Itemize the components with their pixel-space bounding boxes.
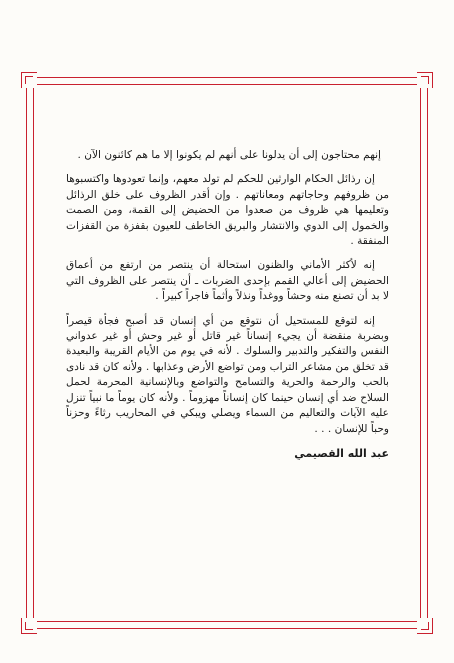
paragraph-2: إن رذائل الحكام الوارثين للحكم لم تولد معهم، وإنما تعودوها واكتسبوها من ظروفهم وحاجاتهم ومعاناتهم . وإن أقدر الظروف على خلق الرذائل وتعليمها هي ظروف من صعدوا من الحضيض إلى القمة، ومن الصمت والخمول إلى الدوي والانتشار والبريق الخاطف للعيون بقفزة من القفزات المنفقة . bbox=[66, 173, 389, 248]
paragraph-4: إنه لتوقع للمستحيل أن نتوقع من أي إنسان قد أصبح فجأة قيصراً وبضربة منقضة أن يجيء إنساناً غير قاتل أو غير وحش أو غير عدواني النفس والتفكير والتدبير والسلوك . لأنه في يوم من الأيام القريبة والبعيدة قد تخلق من مشاعر التراب ومن تواضع الأرض وعذابها . ولأنه كان قد نادى بالحب والرحمة والحرية والتسامح والتواضع وبالإنسانية المحرمة لحمل السلاح ضد أي إنسان حينما كان إنساناً مهزوماً . ولأنه كان يوماً ما نبياً تنزل عليه الآيات والتعاليم من السماء ويصلي ويبكي في المحاريب رثاءً وحزناً وحباً للإنسان . . . bbox=[66, 314, 389, 435]
corner-ornament-bottom-right bbox=[417, 618, 433, 634]
author-signature: عبد الله القصيمي bbox=[294, 446, 389, 460]
paragraph-1: إنهم محتاجون إلى أن يدلونا على أنهم لم يكونوا إلا ما هم كائنون الآن . bbox=[77, 149, 381, 161]
corner-ornament-top-left bbox=[21, 72, 37, 88]
corner-ornament-top-right bbox=[417, 72, 433, 88]
paragraph-3: إنه لأكثر الأماني والظنون استحالة أن ينتصر من ارتفع من أعماق الحضيض إلى أعالي القمم بإحدى الضربات ـ أن ينتصر على الظروف التي لا بد أن تصنع منه وحشاً ووغداً ونذلاً وأثماً فاجراً كبيراً . bbox=[66, 259, 389, 303]
corner-ornament-bottom-left bbox=[21, 618, 37, 634]
article-body bbox=[66, 148, 389, 461]
